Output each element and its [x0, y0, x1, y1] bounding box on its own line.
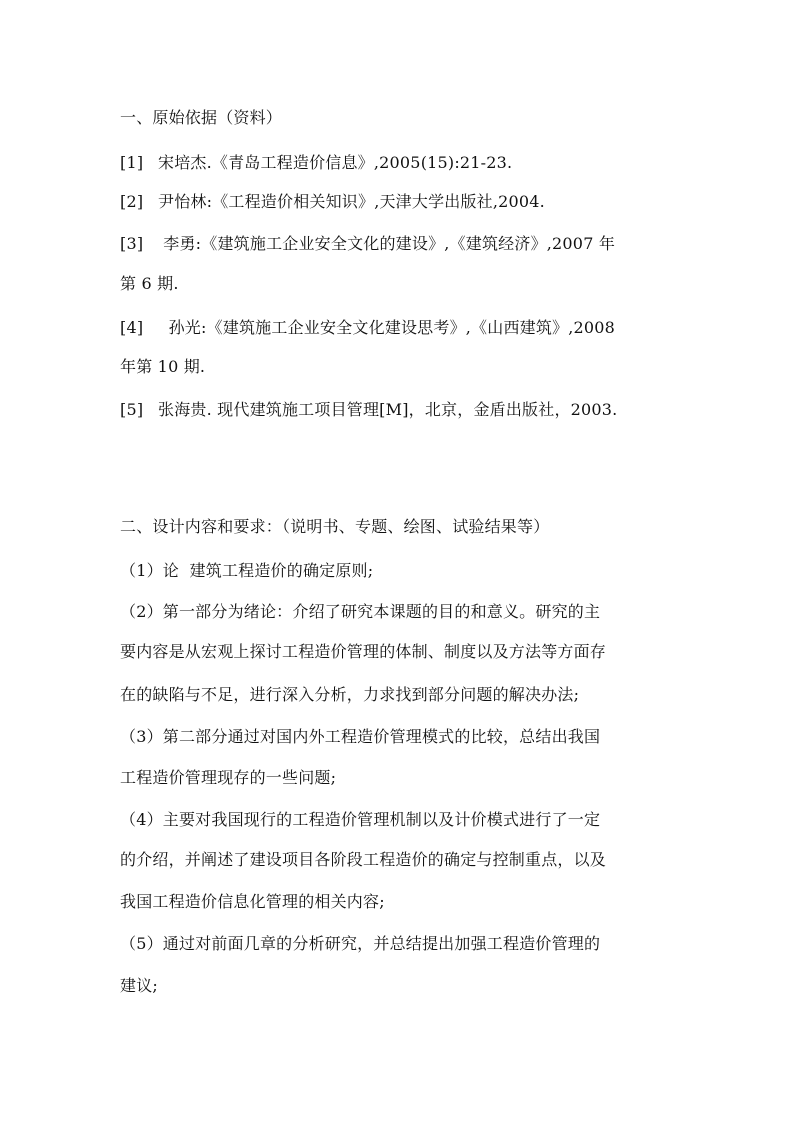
reference-number: [4] [120, 318, 144, 337]
content-line: （2）第一部分为绪论：介绍了研究本课题的目的和意义。研究的主 [120, 602, 601, 621]
reference-number: [3] [120, 234, 144, 253]
reference-4 [120, 317, 680, 339]
content-line: 要内容是从宏观上探讨工程造价管理的体制、制度以及方法等方面存 [120, 642, 607, 661]
section2-heading: 二、设计内容和要求：（说明书、专题、绘图、试验结果等） [120, 517, 550, 536]
reference-text: 孙光:《建筑施工企业安全文化建设思考》,《山西建筑》,2008 [158, 318, 616, 337]
reference-1 [120, 152, 680, 174]
reference-text: 李勇:《建筑施工企业安全文化的建设》,《建筑经济》,2007 年 [158, 234, 616, 253]
content-line: 我国工程造价信息化管理的相关内容; [120, 892, 385, 911]
reference-number: [5] [120, 400, 144, 419]
reference-text: 张海贵. 现代建筑施工项目管理[M]，北京，金盾出版社，2003. [158, 400, 618, 419]
reference-5 [120, 399, 680, 421]
reference-4-continuation: 年第 10 期. [120, 357, 206, 376]
content-line: 的介绍，并阐述了建设项目各阶段工程造价的确定与控制重点，以及 [120, 850, 607, 869]
content-line: （4）主要对我国现行的工程造价管理机制以及计价模式进行了一定 [120, 810, 601, 829]
reference-3 [120, 233, 680, 255]
content-line: （5）通过对前面几章的分析研究，并总结提出加强工程造价管理的 [120, 934, 601, 953]
reference-2 [120, 191, 680, 213]
content-line: 工程造价管理现存的一些问题; [120, 768, 337, 787]
content-line: 建议; [120, 976, 158, 995]
reference-number: [2] [120, 192, 144, 211]
content-line: 在的缺陷与不足，进行深入分析，力求找到部分问题的解决办法; [120, 685, 580, 704]
content-line: （1）论 建筑工程造价的确定原则; [120, 561, 374, 580]
content-line: （3）第二部分通过对国内外工程造价管理模式的比较，总结出我国 [120, 727, 601, 746]
reference-text: 宋培杰.《青岛工程造价信息》,2005(15):21-23. [158, 153, 513, 172]
reference-number: [1] [120, 153, 144, 172]
reference-text: 尹怡林:《工程造价相关知识》,天津大学出版社,2004. [158, 192, 545, 211]
section1-heading: 一、原始依据（资料） [120, 108, 283, 127]
reference-3-continuation: 第 6 期. [120, 274, 179, 293]
